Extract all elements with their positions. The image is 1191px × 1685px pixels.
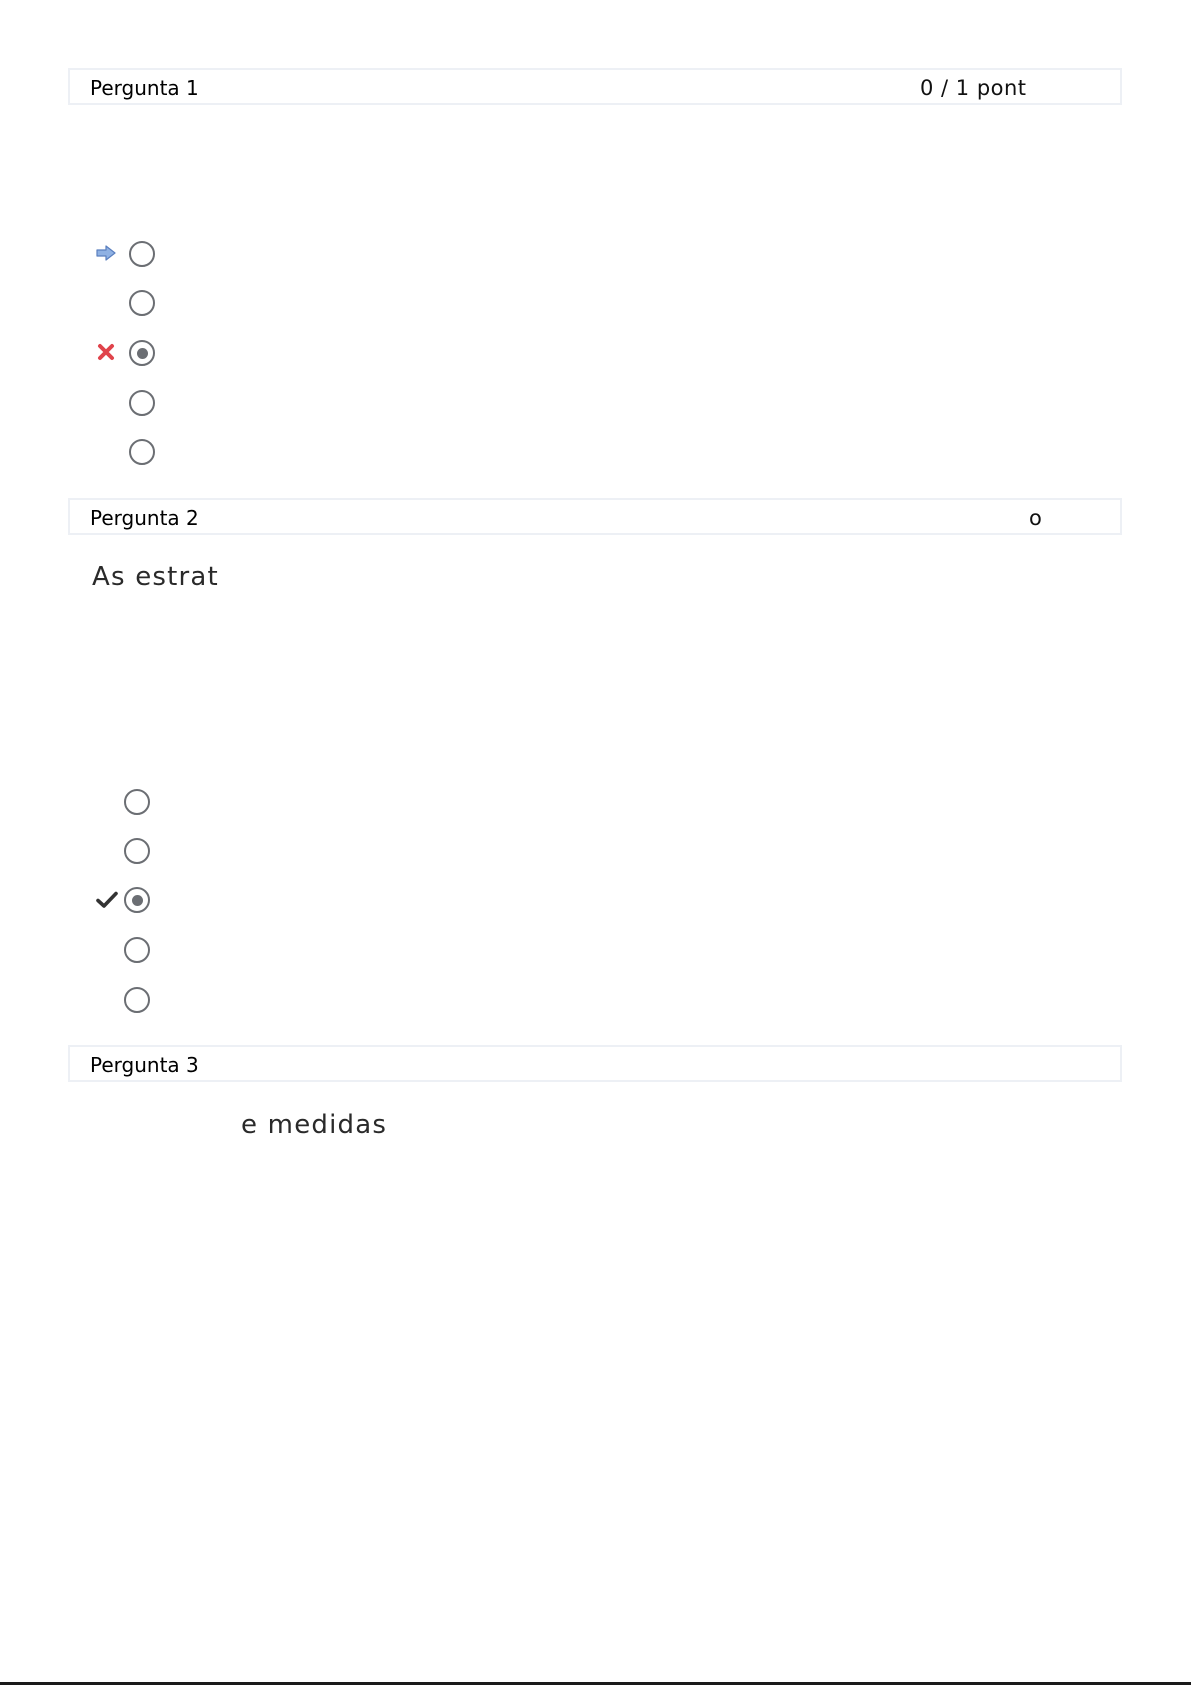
- arrow-right-icon: [96, 245, 116, 265]
- answer-option-radio-selected[interactable]: [124, 887, 150, 913]
- question-title: Pergunta 2: [90, 506, 199, 530]
- answer-option-radio[interactable]: [129, 241, 155, 267]
- answer-option-radio[interactable]: [129, 390, 155, 416]
- question-2-header: [68, 498, 1122, 535]
- question-1-header: [68, 68, 1122, 105]
- answer-option-radio[interactable]: [124, 987, 150, 1013]
- question-score: o: [1029, 506, 1043, 530]
- answer-option-radio[interactable]: [129, 290, 155, 316]
- answer-option-radio[interactable]: [129, 439, 155, 465]
- question-text: As estrat: [92, 562, 219, 592]
- question-text: e medidas: [241, 1110, 388, 1140]
- question-title: Pergunta 3: [90, 1053, 199, 1077]
- cross-icon: [97, 343, 115, 365]
- answer-option-radio[interactable]: [124, 789, 150, 815]
- question-title: Pergunta 1: [90, 76, 199, 100]
- answer-option-radio[interactable]: [124, 838, 150, 864]
- question-3-header: [68, 1045, 1122, 1082]
- answer-option-radio-selected[interactable]: [129, 340, 155, 366]
- answer-option-radio[interactable]: [124, 937, 150, 963]
- checkmark-icon: [96, 891, 118, 913]
- question-score: 0 / 1 pont: [920, 76, 1027, 100]
